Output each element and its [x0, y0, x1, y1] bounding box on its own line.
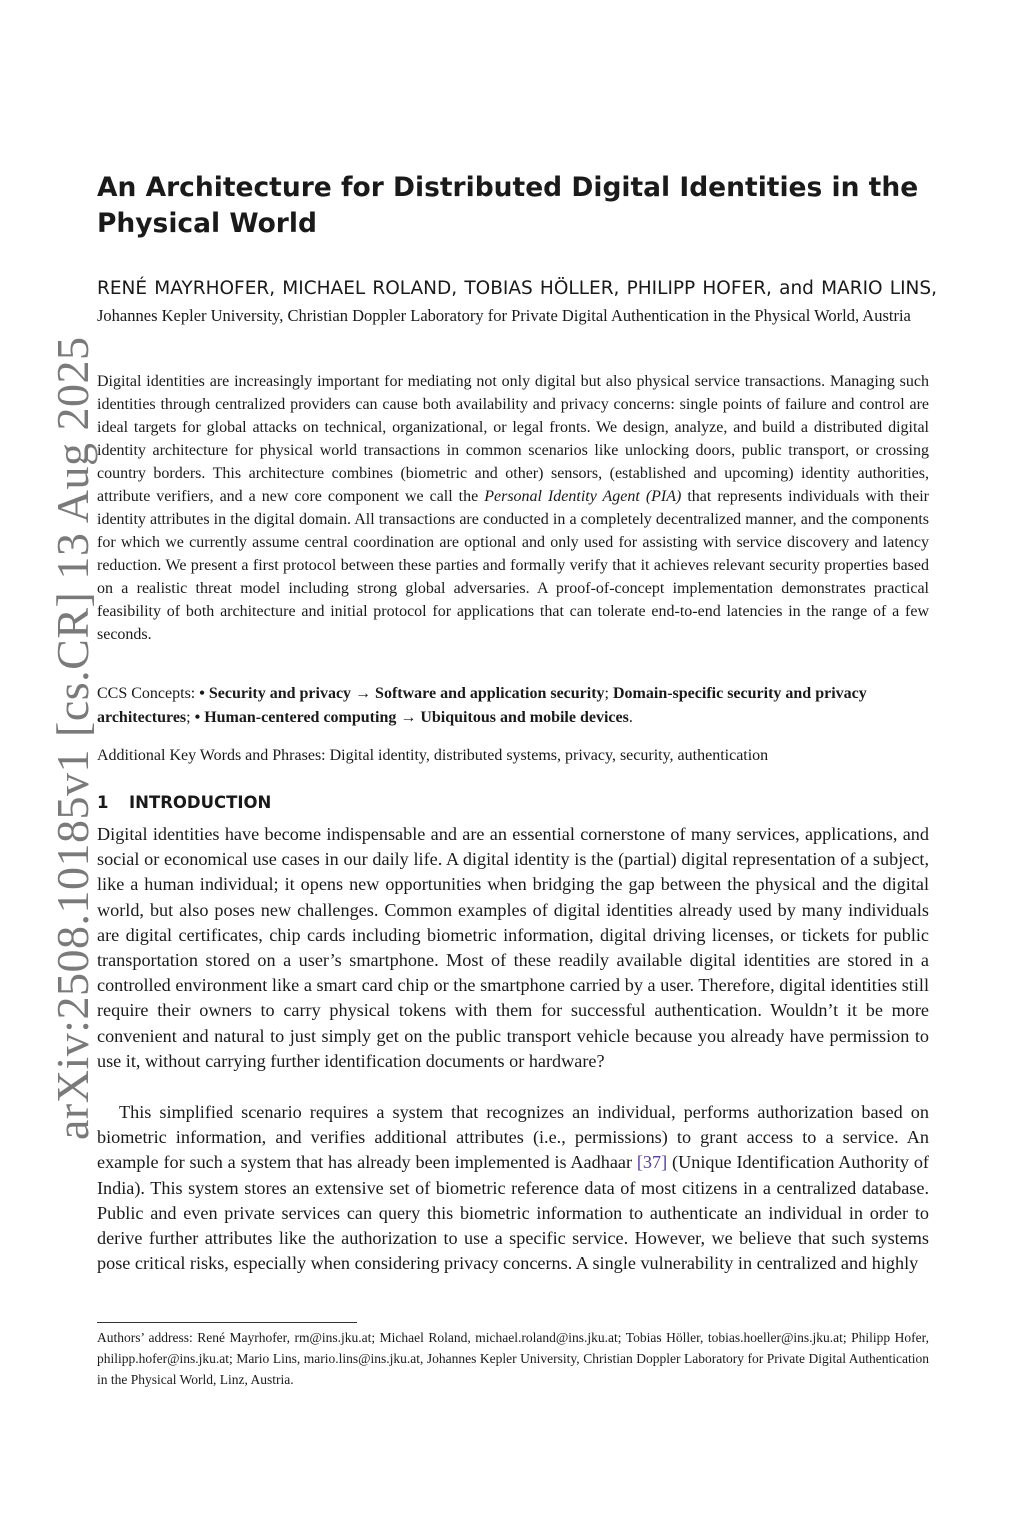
- intro-paragraph-2: [97, 1100, 929, 1276]
- section-heading-introduction: [97, 793, 271, 812]
- intro-paragraph-2-text-a: This simplified scenario requires a system that recognizes an individual, performs authorization based on biometric information, and verifies additional attributes (i.e., permissions) to grant access to a service. An example for such a system that has already been implemented is Aadhaar: [97, 1102, 929, 1173]
- footnote-divider: [97, 1322, 357, 1323]
- abstract: [97, 370, 929, 646]
- ccs-concept-3: • Human-centered computing → Ubiquitous and mobile devices: [194, 709, 629, 726]
- ccs-label: CCS Concepts:: [97, 685, 196, 702]
- ccs-concept-2: Domain-specific security and privacy architectures: [97, 685, 867, 726]
- author-names: RENÉ MAYRHOFER, MICHAEL ROLAND, TOBIAS HÖLLER, PHILIPP HOFER, and MARIO LINS,: [97, 278, 937, 299]
- section-title: INTRODUCTION: [129, 793, 272, 812]
- ccs-concepts: CCS Concepts: • Security and privacy → Software and application security; Domain-specific security and privacy architectures; • Human-centered computing → Ubiquitous and mobile devices.: [97, 685, 867, 726]
- intro-paragraph-1: Digital identities have become indispensable and are an essential cornerstone of many services, applications, and social or economical use cases in our daily life. A digital identity is the (partial) digital representation of a subject, like a human individual; it opens new opportunities when bridging the gap between the physical and the digital world, but also poses new challenges. Common examples of digital identities already used by many individuals are digital certificates, chip cards including biometric information, digital driving licenses, or tickets for public transportation stored on a user’s smartphone. Most of these readily available digital identities are stored in a controlled environment like a smart card chip or the smartphone carried by a user. Therefore, digital identities still require their owners to carry physical tokens with them for successful authentication. Wouldn’t it be more convenient and natural to just simply get on the public transport vehicle because you already have permission to use it, without carrying further identification documents or hardware?: [97, 824, 929, 1071]
- ccs-concept-1: • Security and privacy → Software and application security: [199, 685, 605, 702]
- section-number: 1: [97, 793, 109, 812]
- keywords: Additional Key Words and Phrases: Digital identity, distributed systems, privacy, security, authentication: [97, 747, 769, 764]
- paper-title: An Architecture for Distributed Digital Identities in the Physical World: [97, 172, 919, 239]
- author-block: [97, 276, 937, 330]
- citation-link[interactable]: [37]: [636, 1152, 668, 1173]
- abstract-text-1: Digital identities are increasingly important for mediating not only digital but also physical service transactions. Managing such identities through centralized providers can cause both availability and privacy concerns: single points of failure and control are ideal targets for global attacks on technical, organizational, or legal fronts. We design, analyze, and build a distributed digital identity architecture for physical world transactions in common scenarios like unlocking doors, public transport, or crossing country borders. This architecture combines (biometric and other) sensors, (established and upcoming) identity authorities, attribute verifiers, and a new core component we call the: [97, 373, 929, 505]
- arxiv-identifier-stamp: arXiv:2508.10185v1 [cs.CR] 13 Aug 2025: [47, 336, 98, 1140]
- abstract-emphasis: Personal Identity Agent (PIA): [484, 488, 682, 505]
- abstract-text-2: that represents individuals with their identity attributes in the digital domain. All transactions are conducted in a completely decentralized manner, and the components for which we currently assume central coordination are optional and only used for assisting with service discovery and latency reduction. We present a first protocol between these parties and formally verify that it achieves relevant security properties based on a realistic threat model including strong global adversaries. A proof-of-concept implementation demonstrates practical feasibility of both architecture and initial protocol for applications that can tolerate end-to-end latencies in the range of a few seconds.: [97, 488, 930, 643]
- intro-paragraph-2-text-b: (Unique Identification Authority of India). This system stores an extensive set of biometric reference data of most citizens in a centralized database. Public and even private services can query this biometric information to authenticate an individual in order to derive further attributes like the authorization to use a specific service. However, we believe that such systems pose critical risks, especially when considering privacy concerns. A single vulnerability in centralized and highly: [97, 1152, 929, 1274]
- author-affiliation: Johannes Kepler University, Christian Doppler Laboratory for Private Digital Authentication in the Physical World, Austria: [97, 306, 911, 325]
- authors-address-footnote: Authors’ address: René Mayrhofer, rm@ins.jku.at; Michael Roland, michael.roland@ins.jku.at; Tobias Höller, tobias.hoeller@ins.jku.at; Philipp Hofer, philipp.hofer@ins.jku.at; Mario Lins, mario.lins@ins.jku.at, Johannes Kepler University, Christian Doppler Laboratory for Private Digital Authentication in the Physical World, Linz, Austria.: [97, 1330, 929, 1387]
